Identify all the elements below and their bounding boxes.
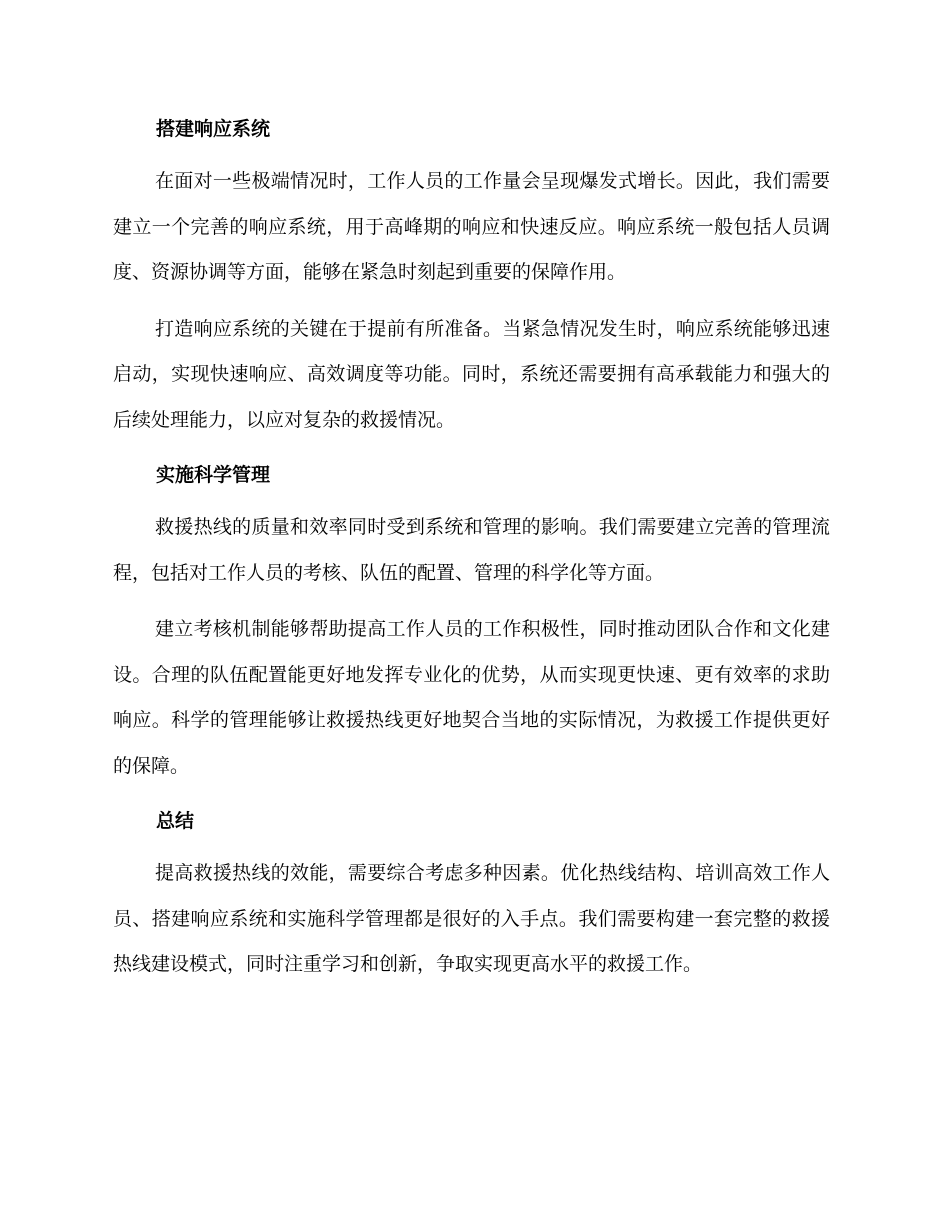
section-heading-scientific-management: 实施科学管理 <box>156 464 271 486</box>
paragraph: 打造响应系统的关键在于提前有所准备。当紧急情况发生时，响应系统能够迅速启动，实现快速响应、高效调度等功能。同时，系统还需要拥有高承载能力和强大的后续处理能力，以应对复杂的救援情况。 <box>113 317 830 431</box>
paragraph: 救援热线的质量和效率同时受到系统和管理的影响。我们需要建立完善的管理流程，包括对工作人员的考核、队伍的配置、管理的科学化等方面。 <box>113 516 830 584</box>
paragraph: 在面对一些极端情况时，工作人员的工作量会呈现爆发式增长。因此，我们需要建立一个完善的响应系统，用于高峰期的响应和快速反应。响应系统一般包括人员调度、资源协调等方面，能够在紧急时刻起到重要的保障作用。 <box>113 170 830 283</box>
paragraph: 建立考核机制能够帮助提高工作人员的工作积极性，同时推动团队合作和文化建设。合理的队伍配置能更好地发挥专业化的优势，从而实现更快速、更有效率的求助响应。科学的管理能够让救援热线更好地契合当地的实际情况，为救援工作提供更好的保障。 <box>113 618 830 777</box>
paragraph: 提高救援热线的效能，需要综合考虑多种因素。优化热线结构、培训高效工作人员、搭建响应系统和实施科学管理都是很好的入手点。我们需要构建一套完整的救援热线建设模式，同时注重学习和创新，争取实现更高水平的救援工作。 <box>113 862 830 975</box>
document-page <box>113 112 830 988</box>
section-heading-summary: 总结 <box>156 810 195 832</box>
section-heading-response-system: 搭建响应系统 <box>156 118 271 140</box>
